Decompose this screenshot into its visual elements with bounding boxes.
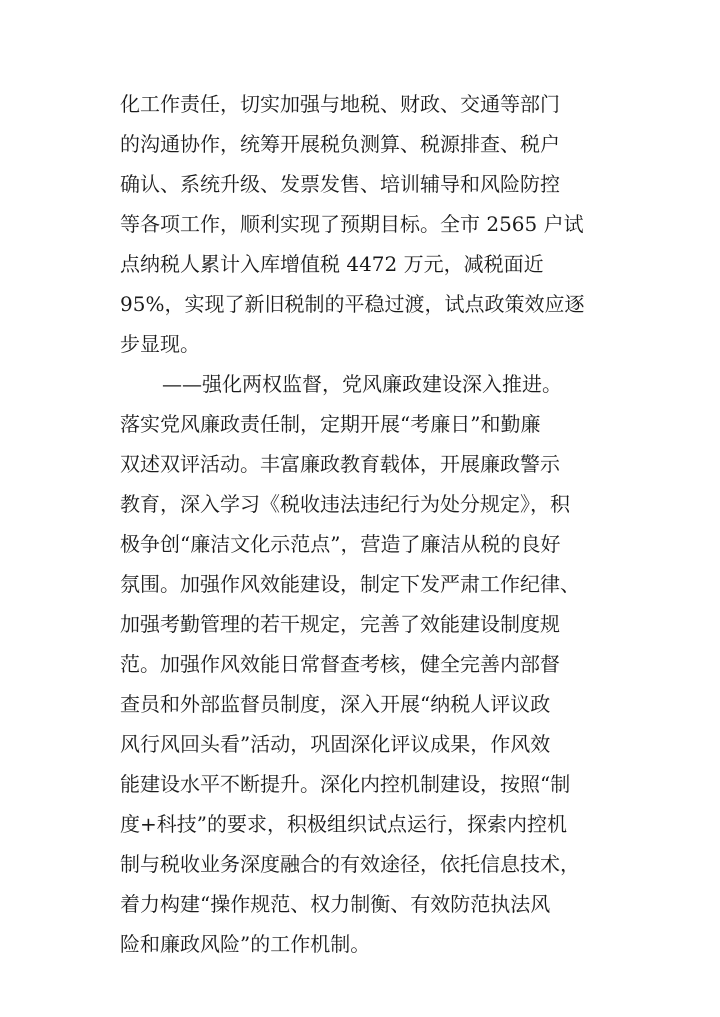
- text-line: 化工作责任，切实加强与地税、财政、交通等部门: [120, 92, 560, 116]
- text-line: 风行风回头看”活动，巩固深化评议成果，作风效: [120, 732, 551, 756]
- text-line: 教育，深入学习《税收违法违纪行为处分规定》，积: [120, 492, 570, 516]
- text-line: 极争创“廉洁文化示范点”，营造了廉洁从税的良好: [120, 532, 561, 556]
- text-line: 确认、系统升级、发票发售、培训辅导和风险防控: [120, 172, 560, 196]
- text-line: 度+科技”的要求，积极组织试点运行，探索内控机: [120, 812, 567, 836]
- text-line: 着力构建“操作规范、权力制衡、有效防范执法风: [120, 892, 551, 916]
- text-line: 的沟通协作，统筹开展税负测算、税源排查、税户: [120, 132, 560, 156]
- text-line: 范。加强作风效能日常督查考核，健全完善内部督: [120, 652, 560, 676]
- text-line: 步显现。: [120, 332, 200, 356]
- text-line: 加强考勤管理的若干规定，完善了效能建设制度规: [120, 612, 560, 636]
- text-line: 95%，实现了新旧税制的平稳过渡，试点政策效应逐: [120, 292, 585, 316]
- section-heading-line: ——强化两权监督，党风廉政建设深入推进。: [162, 372, 562, 396]
- text-line: 查员和外部监督员制度，深入开展“纳税人评议政: [120, 692, 551, 716]
- text-line: 能建设水平不断提升。深化内控机制建设，按照“制: [120, 772, 571, 796]
- text-line: 氛围。加强作风效能建设，制定下发严肃工作纪律、: [120, 572, 580, 596]
- body-text: [120, 84, 600, 964]
- text-line: 制与税收业务深度融合的有效途径，依托信息技术，: [120, 852, 580, 876]
- text-line: 险和廉政风险”的工作机制。: [120, 932, 371, 956]
- text-line: 双述双评活动。丰富廉政教育载体，开展廉政警示: [120, 452, 560, 476]
- text-line: 落实党风廉政责任制，定期开展“考廉日”和勤廉: [120, 412, 541, 436]
- text-line: 点纳税人累计入库增值税 4472 万元，减税面近: [120, 252, 544, 276]
- text-line: 等各项工作，顺利实现了预期目标。全市 2565 户试: [120, 212, 584, 236]
